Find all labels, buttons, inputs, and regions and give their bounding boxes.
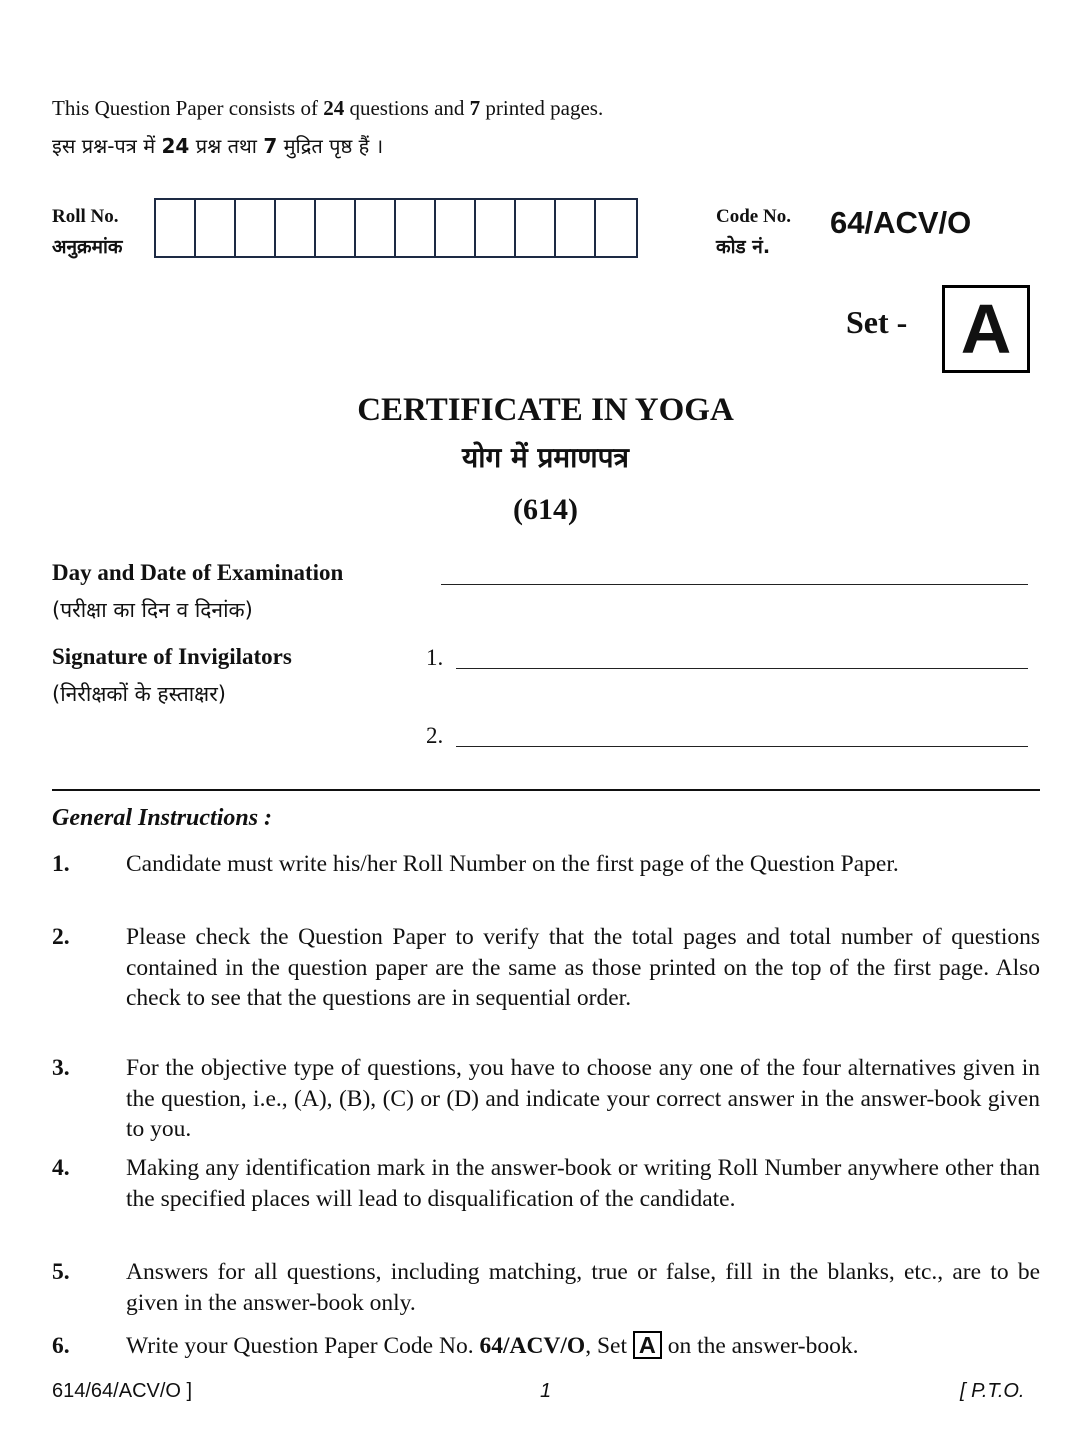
instruction-number: 1. [52,851,70,877]
subject-code: (614) [513,493,578,526]
roll-number-box[interactable] [236,200,276,256]
code-number-value: 64/ACV/O [830,205,972,240]
instruction-text [126,1331,1040,1362]
page-number: 1 [540,1380,552,1402]
instruction-number: 5. [52,1259,70,1285]
paper-info-line-hindi [52,132,383,159]
instruction-number: 4. [52,1155,70,1181]
exam-date-label-hindi: (परीक्षा का दिन व दिनांक) [52,598,253,622]
paper-info-line [52,96,603,121]
roll-number-box[interactable] [196,200,236,256]
paper-code-inline: 64/ACV/O [479,1333,586,1359]
roll-number-box[interactable] [436,200,476,256]
instruction-number: 6. [52,1333,70,1359]
roll-label-hi: अनुक्रमांक [52,236,123,258]
instruction-number: 2. [52,924,70,950]
roll-number-box[interactable] [596,200,636,256]
invigilator-signature-label: Signature of Invigilators [52,644,292,669]
footer-paper-code: 614/64/ACV/O ] [52,1380,193,1402]
set-box-inline: A [633,1331,662,1359]
instruction-number: 3. [52,1055,70,1081]
invigilator-signature-label-hindi: (निरीक्षकों के हस्ताक्षर) [52,682,226,706]
exam-date-field[interactable] [441,584,1028,585]
roll-number-box[interactable] [276,200,316,256]
instruction-item [52,1257,1040,1318]
instruction-item [52,1153,1040,1214]
instruction-text: Candidate must write his/her Roll Number on the first page of the Question Paper. [126,851,899,877]
roll-number-box[interactable] [516,200,556,256]
info-text: printed pages. [480,96,604,120]
signature-2-field[interactable] [456,746,1028,747]
info-text-hi: इस प्रश्न-पत्र में [52,134,162,158]
roll-number-box[interactable] [476,200,516,256]
signature-2-number: 2. [426,723,444,748]
instructions-title: General Instructions : [52,805,273,831]
instruction-text: Please check the Question Paper to verify that the total pages and total number of questions contained in the question paper are the same as those printed on the top of the first page. Also check to see that the questions are in sequential order. [126,924,1040,1011]
code-label-en: Code No. [716,206,791,227]
set-label: Set - [846,304,908,340]
instruction-text-part: Write your Question Paper Code No. [126,1333,480,1359]
pto-label: [ P.T.O. [960,1380,1025,1402]
questions-count-hi: 24 [161,134,190,158]
set-box: A [942,285,1030,373]
divider [52,789,1040,791]
instruction-item [52,922,1040,1014]
roll-number-box[interactable] [556,200,596,256]
code-number-label [716,202,791,262]
instruction-text: Making any identification mark in the answer-book or writing Roll Number anywhere other than the specified places will lead to disqualification of the candidate. [126,1155,1040,1212]
info-text-hi: प्रश्न तथा [189,134,264,158]
questions-count: 24 [323,96,345,120]
page-title-hindi: योग में प्रमाणपत्र [461,441,630,474]
roll-number-box[interactable] [396,200,436,256]
instruction-text: For the objective type of questions, you have to choose any one of the four alternatives given in the question, i.e., (A), (B), (C) or (D) and indicate your correct answer in the answer-book given to you. [126,1055,1040,1142]
instruction-item [52,1331,1040,1362]
signature-1-field[interactable] [456,668,1028,669]
signature-1-number: 1. [426,645,444,670]
roll-number-box[interactable] [356,200,396,256]
roll-number-boxes[interactable] [154,198,638,258]
instruction-text-part: , Set [585,1333,633,1359]
info-text: This Question Paper consists of [52,96,324,120]
page-title: CERTIFICATE IN YOGA [357,392,734,428]
roll-label-en: Roll No. [52,206,119,227]
roll-number-box[interactable] [156,200,196,256]
info-text: questions and [344,96,470,120]
pages-count-hi: 7 [263,134,278,158]
instruction-item [52,849,1040,880]
exam-date-label: Day and Date of Examination [52,560,344,585]
instruction-item [52,1053,1040,1145]
roll-number-box[interactable] [316,200,356,256]
instruction-text: Answers for all questions, including matching, true or false, fill in the blanks, etc., are to be given in the answer-book only. [126,1259,1040,1316]
info-text-hi: मुद्रित पृष्ठ हैं । [277,134,384,158]
roll-number-label [52,202,123,262]
code-label-hi: कोड नं. [716,236,771,258]
instruction-text-part: on the answer-book. [661,1333,859,1359]
pages-count: 7 [469,96,481,120]
